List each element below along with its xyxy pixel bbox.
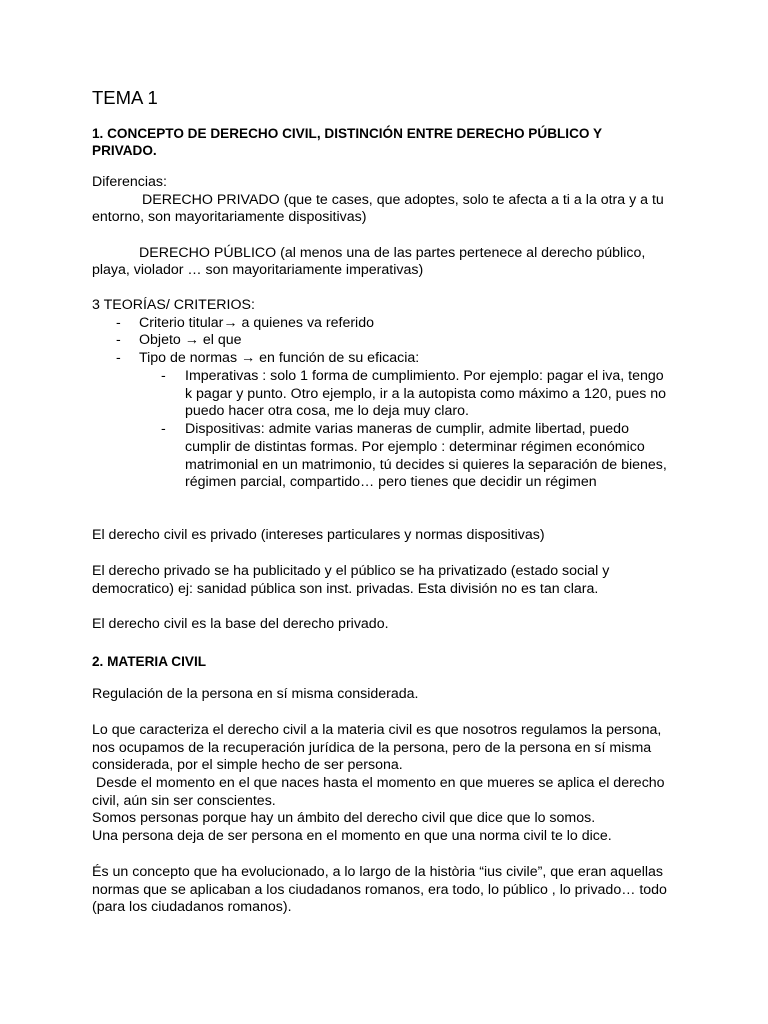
diferencias-label: Diferencias:	[92, 174, 167, 190]
ius-line: (para los ciudadanos romanos).	[92, 899, 292, 915]
teorias-label: 3 TEORÍAS/ CRITERIOS:	[92, 297, 255, 313]
imperativas-line: k pagar y punto. Otro ejemplo, ir a la autopista como máximo a 120, pues no	[185, 386, 667, 402]
dispositivas-line: cumplir de distintas formas. Por ejemplo : determinar régimen económico	[185, 439, 645, 455]
section2-heading: 2. MATERIA CIVIL	[92, 654, 207, 669]
bullet-dash: -	[116, 332, 121, 348]
section1-heading-line2: PRIVADO.	[92, 143, 157, 158]
para-publicitado-line2: democratico) ej: sanidad pública son inst. privadas. Esta división no es tan clara.	[92, 581, 599, 597]
bullet-dash: -	[116, 350, 121, 366]
privado-line2: entorno, son mayoritariamente dispositivas)	[92, 209, 367, 225]
imperativas-line: puedo hacer otra cosa, me lo deja muy claro.	[185, 403, 469, 419]
criteria-item: Tipo de normas → en función de su eficacia:	[139, 350, 420, 366]
criteria-item: Objeto → el que	[139, 332, 242, 348]
privado-line1: DERECHO PRIVADO (que te cases, que adoptes, solo te afecta a ti a la otra y a tu	[142, 192, 664, 208]
section1-heading-line1: 1. CONCEPTO DE DERECHO CIVIL, DISTINCIÓN ENTRE DERECHO PÚBLICO Y	[92, 126, 603, 141]
bullet-dash: -	[116, 315, 121, 331]
para-publicitado-line1: El derecho privado se ha publicitado y el público se ha privatizado (estado social y	[92, 563, 610, 579]
materia-line: Somos personas porque hay un ámbito del derecho civil que dice que lo somos.	[92, 810, 596, 826]
publico-line1: DERECHO PÚBLICO (al menos una de las partes pertenece al derecho público,	[139, 245, 646, 261]
criteria-item: Criterio titular→ a quienes va referido	[139, 315, 374, 331]
ius-line: És un concepto que ha evolucionado, a lo largo de la història “ius civile”, que eran aquellas	[92, 864, 664, 880]
publico-line2: playa, violador … son mayoritariamente imperativas)	[92, 262, 424, 278]
ius-line: normas que se aplicaban a los ciudadanos romanos, era todo, lo público , lo privado… todo	[92, 882, 667, 898]
para-base: El derecho civil es la base del derecho privado.	[92, 616, 389, 632]
para-privado: El derecho civil es privado (intereses particulares y normas dispositivas)	[92, 527, 545, 543]
dispositivas-line: Dispositivas: admite varias maneras de cumplir, admite libertad, puedo	[185, 421, 629, 437]
dispositivas-line: régimen parcial, compartido… pero tienes que decidir un régimen	[185, 474, 597, 490]
materia-line: nos ocupamos de la recuperación jurídica de la persona, pero de la persona en sí misma	[92, 740, 652, 756]
materia-line: Desde el momento en el que naces hasta el momento en que mueres se aplica el derecho	[92, 775, 665, 791]
materia-line: Una persona deja de ser persona en el momento en que una norma civil te lo dice.	[92, 828, 612, 844]
materia-line: considerada, por el simple hecho de ser persona.	[92, 757, 403, 773]
sub-bullet-dash: -	[161, 368, 166, 384]
materia-line: Lo que caracteriza el derecho civil a la materia civil es que nosotros regulamos la persona,	[92, 722, 662, 738]
page-title: TEMA 1	[92, 87, 158, 108]
materia-line: civil, aún sin ser conscientes.	[92, 793, 276, 809]
imperativas-line: Imperativas : solo 1 forma de cumplimiento. Por ejemplo: pagar el iva, tengo	[185, 368, 664, 384]
regulacion-line: Regulación de la persona en sí misma considerada.	[92, 686, 419, 702]
dispositivas-line: matrimonial en un matrimonio, tú decides si quieres la separación de bienes,	[185, 457, 667, 473]
sub-bullet-dash: -	[161, 421, 166, 437]
